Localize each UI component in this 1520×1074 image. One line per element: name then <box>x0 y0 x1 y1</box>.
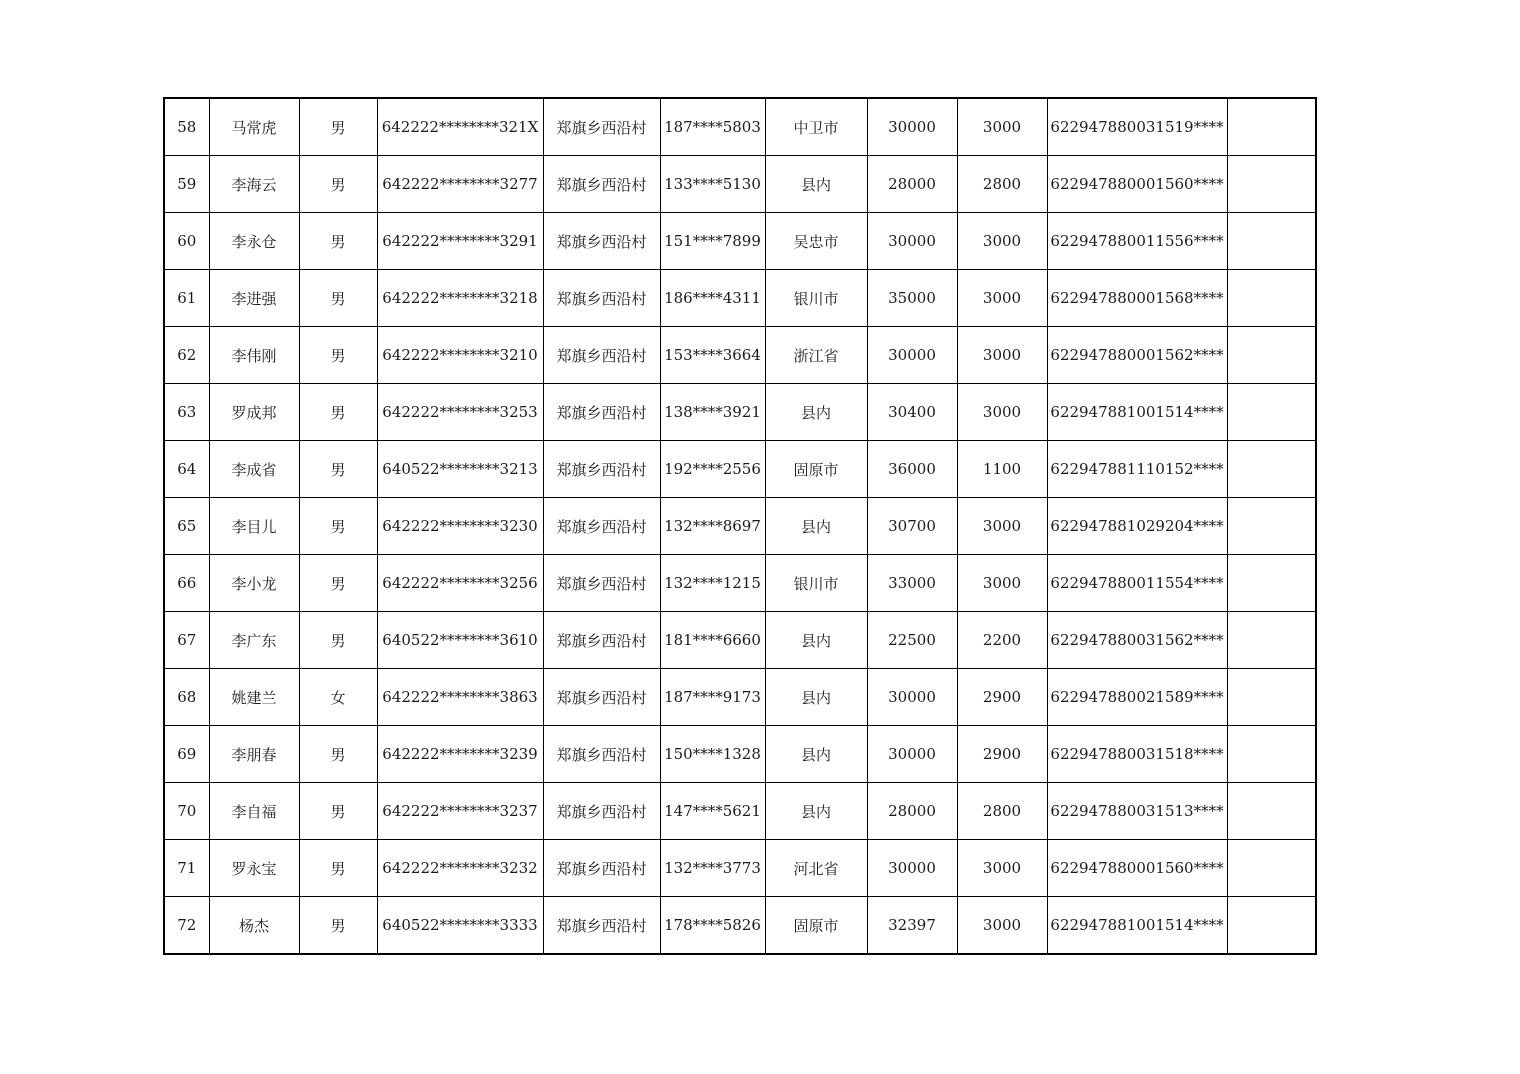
phone-cell: 192****2556 <box>660 441 765 498</box>
address-cell: 郑旗乡西沿村 <box>543 840 660 897</box>
gender-cell: 男 <box>299 555 377 612</box>
name-cell: 罗永宝 <box>209 840 299 897</box>
table-row <box>164 612 1316 669</box>
gender-cell: 男 <box>299 441 377 498</box>
amount-cell: 2200 <box>957 612 1047 669</box>
id-card-cell: 642222********3256 <box>377 555 543 612</box>
roster-table <box>163 97 1317 955</box>
note-cell <box>1227 156 1316 213</box>
note-cell <box>1227 213 1316 270</box>
note-cell <box>1227 840 1316 897</box>
gender-cell: 男 <box>299 840 377 897</box>
id-card-cell: 642222********3210 <box>377 327 543 384</box>
name-cell: 李目儿 <box>209 498 299 555</box>
amount-cell: 3000 <box>957 213 1047 270</box>
address-cell: 郑旗乡西沿村 <box>543 726 660 783</box>
income-cell: 30400 <box>867 384 957 441</box>
amount-cell: 2800 <box>957 783 1047 840</box>
id-card-cell: 640522********3213 <box>377 441 543 498</box>
id-card-cell: 642222********3291 <box>377 213 543 270</box>
row-number-cell: 64 <box>164 441 209 498</box>
bank-card-cell: 622947881029204**** <box>1047 498 1227 555</box>
address-cell: 郑旗乡西沿村 <box>543 156 660 213</box>
row-number-cell: 58 <box>164 98 209 156</box>
id-card-cell: 642222********3239 <box>377 726 543 783</box>
gender-cell: 男 <box>299 327 377 384</box>
income-cell: 30000 <box>867 98 957 156</box>
table-row <box>164 327 1316 384</box>
amount-cell: 3000 <box>957 840 1047 897</box>
amount-cell: 3000 <box>957 327 1047 384</box>
row-number-cell: 59 <box>164 156 209 213</box>
income-cell: 22500 <box>867 612 957 669</box>
phone-cell: 187****5803 <box>660 98 765 156</box>
gender-cell: 男 <box>299 384 377 441</box>
bank-card-cell: 622947880031562**** <box>1047 612 1227 669</box>
note-cell <box>1227 327 1316 384</box>
address-cell: 郑旗乡西沿村 <box>543 213 660 270</box>
income-cell: 32397 <box>867 897 957 955</box>
bank-card-cell: 622947880031513**** <box>1047 783 1227 840</box>
address-cell: 郑旗乡西沿村 <box>543 327 660 384</box>
gender-cell: 男 <box>299 783 377 840</box>
phone-cell: 150****1328 <box>660 726 765 783</box>
id-card-cell: 640522********3610 <box>377 612 543 669</box>
name-cell: 罗成邦 <box>209 384 299 441</box>
workplace-cell: 固原市 <box>765 441 867 498</box>
gender-cell: 男 <box>299 213 377 270</box>
address-cell: 郑旗乡西沿村 <box>543 783 660 840</box>
id-card-cell: 640522********3333 <box>377 897 543 955</box>
phone-cell: 178****5826 <box>660 897 765 955</box>
name-cell: 李伟刚 <box>209 327 299 384</box>
phone-cell: 132****8697 <box>660 498 765 555</box>
row-number-cell: 69 <box>164 726 209 783</box>
gender-cell: 女 <box>299 669 377 726</box>
bank-card-cell: 622947881110152**** <box>1047 441 1227 498</box>
phone-cell: 151****7899 <box>660 213 765 270</box>
name-cell: 李小龙 <box>209 555 299 612</box>
gender-cell: 男 <box>299 98 377 156</box>
income-cell: 30000 <box>867 213 957 270</box>
workplace-cell: 县内 <box>765 612 867 669</box>
address-cell: 郑旗乡西沿村 <box>543 441 660 498</box>
name-cell: 杨杰 <box>209 897 299 955</box>
table-row <box>164 669 1316 726</box>
row-number-cell: 67 <box>164 612 209 669</box>
table-row <box>164 384 1316 441</box>
amount-cell: 2900 <box>957 726 1047 783</box>
income-cell: 30000 <box>867 327 957 384</box>
table-row <box>164 498 1316 555</box>
phone-cell: 133****5130 <box>660 156 765 213</box>
note-cell <box>1227 384 1316 441</box>
bank-card-cell: 622947880001560**** <box>1047 840 1227 897</box>
address-cell: 郑旗乡西沿村 <box>543 98 660 156</box>
workplace-cell: 县内 <box>765 783 867 840</box>
row-number-cell: 62 <box>164 327 209 384</box>
address-cell: 郑旗乡西沿村 <box>543 270 660 327</box>
id-card-cell: 642222********3863 <box>377 669 543 726</box>
table-row <box>164 213 1316 270</box>
income-cell: 30000 <box>867 840 957 897</box>
bank-card-cell: 622947881001514**** <box>1047 384 1227 441</box>
id-card-cell: 642222********3232 <box>377 840 543 897</box>
workplace-cell: 县内 <box>765 384 867 441</box>
amount-cell: 2800 <box>957 156 1047 213</box>
note-cell <box>1227 270 1316 327</box>
address-cell: 郑旗乡西沿村 <box>543 384 660 441</box>
note-cell <box>1227 98 1316 156</box>
name-cell: 李自福 <box>209 783 299 840</box>
bank-card-cell: 622947880011556**** <box>1047 213 1227 270</box>
bank-card-cell: 622947880031519**** <box>1047 98 1227 156</box>
table-row <box>164 783 1316 840</box>
id-card-cell: 642222********3218 <box>377 270 543 327</box>
note-cell <box>1227 612 1316 669</box>
name-cell: 李海云 <box>209 156 299 213</box>
name-cell: 李广东 <box>209 612 299 669</box>
workplace-cell: 县内 <box>765 156 867 213</box>
income-cell: 30000 <box>867 726 957 783</box>
table-row <box>164 441 1316 498</box>
amount-cell: 3000 <box>957 897 1047 955</box>
phone-cell: 132****1215 <box>660 555 765 612</box>
phone-cell: 181****6660 <box>660 612 765 669</box>
income-cell: 30000 <box>867 669 957 726</box>
address-cell: 郑旗乡西沿村 <box>543 498 660 555</box>
phone-cell: 132****3773 <box>660 840 765 897</box>
bank-card-cell: 622947880001562**** <box>1047 327 1227 384</box>
row-number-cell: 65 <box>164 498 209 555</box>
address-cell: 郑旗乡西沿村 <box>543 555 660 612</box>
workplace-cell: 县内 <box>765 498 867 555</box>
phone-cell: 187****9173 <box>660 669 765 726</box>
note-cell <box>1227 783 1316 840</box>
name-cell: 李永仓 <box>209 213 299 270</box>
workplace-cell: 县内 <box>765 669 867 726</box>
row-number-cell: 72 <box>164 897 209 955</box>
note-cell <box>1227 441 1316 498</box>
amount-cell: 2900 <box>957 669 1047 726</box>
table-row <box>164 897 1316 955</box>
name-cell: 姚建兰 <box>209 669 299 726</box>
income-cell: 28000 <box>867 156 957 213</box>
id-card-cell: 642222********3230 <box>377 498 543 555</box>
bank-card-cell: 622947880021589**** <box>1047 669 1227 726</box>
gender-cell: 男 <box>299 897 377 955</box>
address-cell: 郑旗乡西沿村 <box>543 612 660 669</box>
bank-card-cell: 622947880031518**** <box>1047 726 1227 783</box>
row-number-cell: 70 <box>164 783 209 840</box>
id-card-cell: 642222********3253 <box>377 384 543 441</box>
workplace-cell: 中卫市 <box>765 98 867 156</box>
phone-cell: 147****5621 <box>660 783 765 840</box>
note-cell <box>1227 669 1316 726</box>
amount-cell: 3000 <box>957 555 1047 612</box>
note-cell <box>1227 897 1316 955</box>
row-number-cell: 60 <box>164 213 209 270</box>
table-row <box>164 840 1316 897</box>
bank-card-cell: 622947880001560**** <box>1047 156 1227 213</box>
amount-cell: 3000 <box>957 98 1047 156</box>
gender-cell: 男 <box>299 612 377 669</box>
gender-cell: 男 <box>299 726 377 783</box>
workplace-cell: 吴忠市 <box>765 213 867 270</box>
name-cell: 李成省 <box>209 441 299 498</box>
income-cell: 33000 <box>867 555 957 612</box>
bank-card-cell: 622947880011554**** <box>1047 555 1227 612</box>
workplace-cell: 河北省 <box>765 840 867 897</box>
amount-cell: 3000 <box>957 270 1047 327</box>
bank-card-cell: 622947881001514**** <box>1047 897 1227 955</box>
row-number-cell: 61 <box>164 270 209 327</box>
id-card-cell: 642222********321X <box>377 98 543 156</box>
row-number-cell: 66 <box>164 555 209 612</box>
row-number-cell: 63 <box>164 384 209 441</box>
name-cell: 马常虎 <box>209 98 299 156</box>
workplace-cell: 浙江省 <box>765 327 867 384</box>
income-cell: 30700 <box>867 498 957 555</box>
amount-cell: 3000 <box>957 498 1047 555</box>
address-cell: 郑旗乡西沿村 <box>543 669 660 726</box>
row-number-cell: 71 <box>164 840 209 897</box>
table-row <box>164 156 1316 213</box>
note-cell <box>1227 498 1316 555</box>
id-card-cell: 642222********3277 <box>377 156 543 213</box>
table-row <box>164 270 1316 327</box>
note-cell <box>1227 555 1316 612</box>
amount-cell: 1100 <box>957 441 1047 498</box>
gender-cell: 男 <box>299 156 377 213</box>
table-row <box>164 726 1316 783</box>
workplace-cell: 固原市 <box>765 897 867 955</box>
workplace-cell: 银川市 <box>765 270 867 327</box>
income-cell: 28000 <box>867 783 957 840</box>
workplace-cell: 银川市 <box>765 555 867 612</box>
name-cell: 李进强 <box>209 270 299 327</box>
row-number-cell: 68 <box>164 669 209 726</box>
gender-cell: 男 <box>299 498 377 555</box>
phone-cell: 138****3921 <box>660 384 765 441</box>
note-cell <box>1227 726 1316 783</box>
workplace-cell: 县内 <box>765 726 867 783</box>
roster-body <box>164 98 1316 954</box>
gender-cell: 男 <box>299 270 377 327</box>
bank-card-cell: 622947880001568**** <box>1047 270 1227 327</box>
income-cell: 35000 <box>867 270 957 327</box>
address-cell: 郑旗乡西沿村 <box>543 897 660 955</box>
table-row <box>164 555 1316 612</box>
table-row <box>164 98 1316 156</box>
amount-cell: 3000 <box>957 384 1047 441</box>
name-cell: 李朋春 <box>209 726 299 783</box>
phone-cell: 153****3664 <box>660 327 765 384</box>
id-card-cell: 642222********3237 <box>377 783 543 840</box>
income-cell: 36000 <box>867 441 957 498</box>
phone-cell: 186****4311 <box>660 270 765 327</box>
